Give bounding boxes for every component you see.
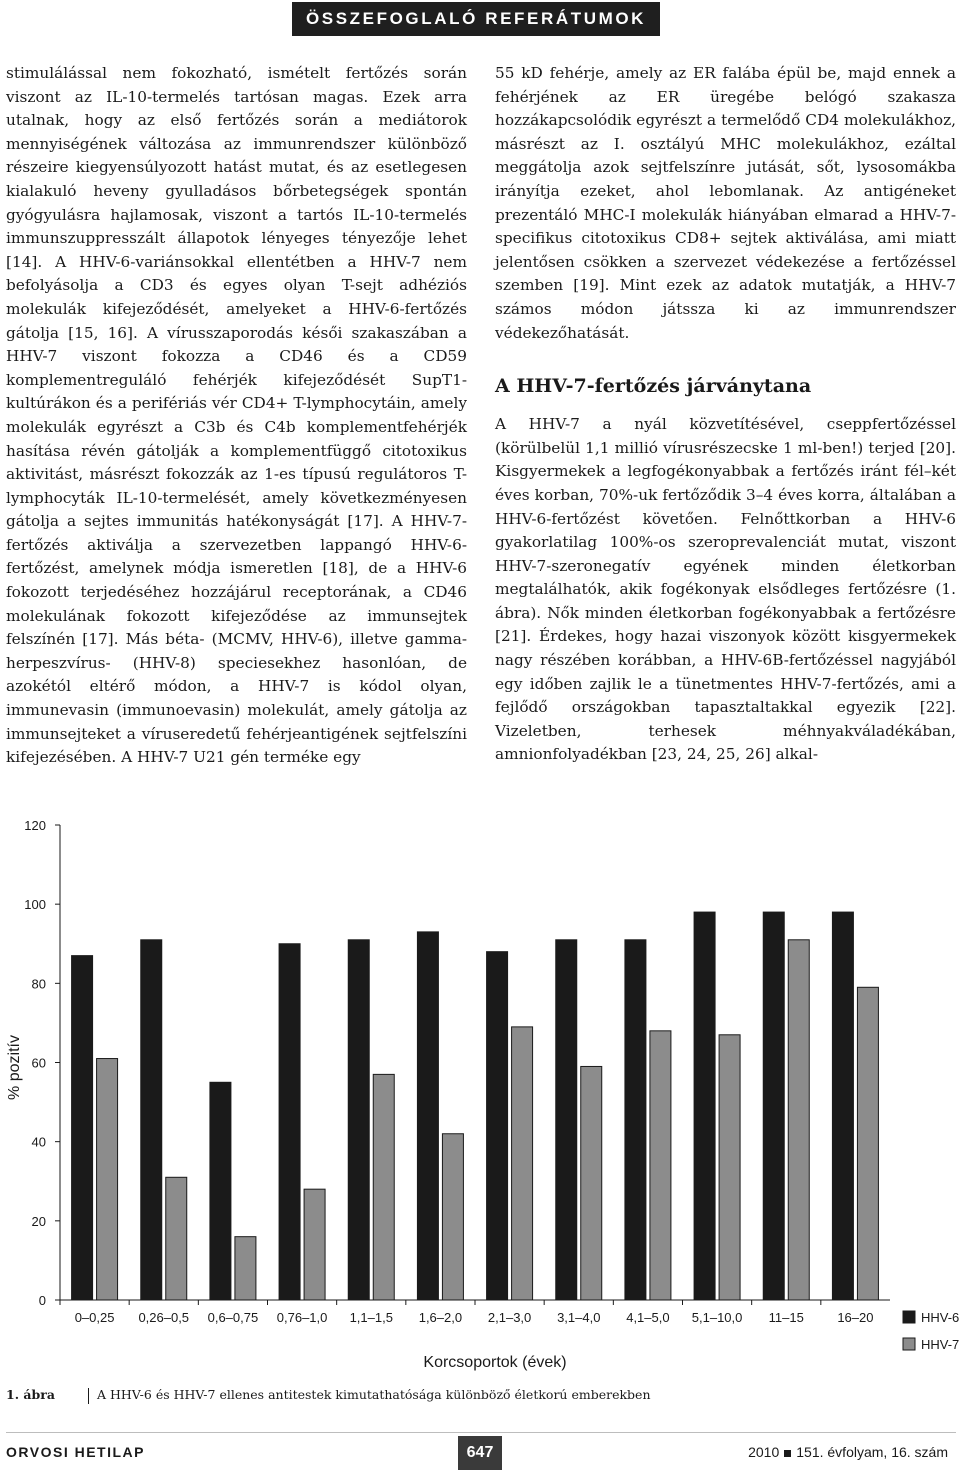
x-tick-label: 4,1–5,0 (626, 1310, 670, 1325)
square-bullet-icon (784, 1450, 791, 1457)
right-paragraph-2: A HHV-7 a nyál közvetítésével, cseppfertőzéssel (körülbelül 1,1 millió vírusrészecske 1 ml-ben!) terjed [20]. Kisgyermekek a legfogékonyabbak a fertőzés iránt fél–két éves korban, 70%-uk fertőződik 3–4 éves korra, általában a HHV-6-fertőzést követően. Felnőttkorban a HHV-6 gyakorlatilag 100%-os szeroprevalenciát mutat, viszont HHV-7-szeronegatív egyének minden életkorban megtalálhatók, akik fogékonyak elsődleges fertőzésre (1. ábra). Nők minden életkorban fogékonyabbak a fertőzésre [21]. Érdekes, hogy hazai viszonyok között kisgyermekek nagy részében korábban, a HHV-6B-fertőzéssel nagyjából egy időben zajlik le a tünetmentes HHV-7-fertőzés, ami a fejlődő országokban tapasztaltakkal egyezik [22]. Vizeletben, terhesek méhnyakváladékában, amnionfolyadékban [23, 24, 25, 26] alkal- (495, 415, 956, 764)
legend-label-hhv6: HHV-6 (921, 1310, 960, 1325)
issue-volume: 151. évfolyam, 16. szám (796, 1444, 948, 1460)
x-tick-label: 0,6–0,75 (207, 1310, 259, 1325)
bar-hhv6 (832, 912, 853, 1300)
bar-hhv7 (442, 1134, 463, 1300)
bar-hhv6 (556, 940, 577, 1300)
bar-hhv7 (719, 1035, 740, 1300)
footer-divider (6, 1432, 956, 1433)
x-tick-label: 16–20 (837, 1310, 874, 1325)
issue-year: 2010 (748, 1444, 780, 1460)
bar-hhv6 (72, 956, 93, 1300)
x-tick-label: 0,76–1,0 (276, 1310, 328, 1325)
bar-hhv6 (210, 1082, 231, 1300)
bar-hhv6 (348, 940, 369, 1300)
figure-caption (6, 1386, 946, 1404)
x-tick-label: 0–0,25 (74, 1310, 115, 1325)
page-number: 647 (458, 1436, 502, 1470)
bar-hhv7 (373, 1074, 394, 1300)
bar-hhv6 (417, 932, 438, 1300)
x-axis-title: Korcsoportok (évek) (423, 1354, 567, 1371)
x-tick-label: 2,1–3,0 (487, 1310, 532, 1325)
x-tick-label: 1,6–2,0 (418, 1310, 463, 1325)
bar-hhv7 (166, 1177, 187, 1300)
bar-hhv7 (788, 940, 809, 1300)
bar-hhv7 (857, 987, 878, 1300)
bar-hhv7 (650, 1031, 671, 1300)
issue-info (748, 1440, 948, 1464)
x-tick-label: 0,26–0,5 (138, 1310, 190, 1325)
x-tick-label: 5,1–10,0 (691, 1310, 743, 1325)
bar-hhv7 (97, 1059, 118, 1300)
y-tick-label: 0 (38, 1293, 46, 1308)
y-tick-label: 20 (31, 1213, 46, 1229)
bar-hhv7 (581, 1066, 602, 1300)
caption-label: 1. ábra (6, 1387, 55, 1402)
y-tick-label: 60 (31, 1055, 46, 1071)
bar-hhv6 (763, 912, 784, 1300)
caption-text: A HHV-6 és HHV-7 ellenes antitestek kimutathatósága különböző életkorú emberekben (97, 1387, 651, 1402)
x-tick-label: 1,1–1,5 (349, 1310, 393, 1325)
bar-hhv6 (279, 944, 300, 1300)
y-tick-label: 100 (24, 897, 46, 913)
right-paragraph-1: 55 kD fehérje, amely az ER falába épül be, majd ennek a fehérjének az ER üregébe belógó szakasza hozzákapcsolódik egyrészt a termelődő CD4 molekulákhoz, másrészt az I. osztályú MHC molekulákhoz, ezáltal meggátolja azok sejtfelszínre jutását, sőt, lysosomákba irányítja ezeket, ahol lebomlanak. Az antigéneket prezentáló MHC-I molekulák hiányában elmarad a HHV-7-specifikus citotoxikus CD8+ sejtek aktiválása, ami miatt jelentősen csökken a szervezet védekezése a fertőzéssel szemben [19]. Mint ezek az adatok mutatják, a HHV-7 számos módon játssza ki az immunrendszer védekezőhatását. (495, 64, 956, 342)
bar-hhv7 (304, 1189, 325, 1300)
y-tick-label: 80 (31, 976, 46, 992)
bar-chart-svg (0, 800, 960, 1380)
left-paragraph: stimulálással nem fokozható, ismételt fertőzés során viszont az IL-10-termelés tartósan magas. Ezek arra utalnak, hogy az első fertőzés során a mediátorok mennyiségének változása az immunrendszer különböző részeire kiegyensúlyozott hatást mutat, és az esetlegesen kialakuló heveny gyulladásos bőrbetegségek spontán gyógyulásra hajlamosak, viszont a tartós IL-10-termelés immunszuppresszált állapotok lényeges tényezője lehet [14]. A HHV-6-variánsokkal ellentétben a HHV-7 nem befolyásolja a CD3 és egyes olyan T-sejt adhéziós molekulák kifejeződését, amelyeket a HHV-6-fertőzés gátolja [15, 16]. A vírusszaporodás késői szakaszában a HHV-7 viszont fokozza a CD46 és a CD59 komplementreguláló fehérjék kifejeződését SupT1-kultúrákon és a perifériás vér CD4+ T-lymphocytáin, amely molekulák egyrészt a C3b és C4b komplementfehérjék hasítása révén gátolják a komplementfüggő citotoxikus aktivitást, másrészt fokozzák az 1-es típusú regulátoros T-lymphocyták IL-10-termelését, amely következményesen gátolja a sejtes immunitás hatékonyságát [17]. A HHV-7-fertőzés aktiválja a szervezetben lappangó HHV-6-fertőzést, amelynek módja ismeretlen [18], de a HHV-6 fokozott terjedéséhez hozzájárul receptorának, a CD46 molekulának fokozott kifejeződése az immunsejtek felszínén [17]. Más béta- (MCMV, HHV-6), illetve gamma-herpeszvírus- (HHV-8) speciesekhez hasonlóan, de azokétól eltérő módon, a HHV-7 is kódol olyan, immunevasin (immunoevasin) molekulát, amely gátolja az immunsejteket a víruseredetű fehérjeantigének sejtfelszíni kifejezésében. A HHV-7 U21 gén terméke egy (6, 64, 467, 767)
bar-hhv7 (235, 1237, 256, 1300)
figure-chart (0, 800, 960, 1380)
bar-hhv6 (694, 912, 715, 1300)
bar-hhv7 (512, 1027, 533, 1300)
legend-swatch-hhv6 (903, 1311, 915, 1323)
legend-swatch-hhv7 (903, 1338, 915, 1350)
x-tick-label: 11–15 (768, 1310, 804, 1325)
bar-hhv6 (625, 940, 646, 1300)
y-tick-label: 40 (31, 1134, 46, 1150)
bar-hhv6 (487, 952, 508, 1300)
section-header: ÖSSZEFOGLALÓ REFERÁTUMOK (292, 2, 660, 36)
left-text-column (6, 62, 467, 770)
legend-label-hhv7: HHV-7 (921, 1337, 960, 1352)
x-tick-label: 3,1–4,0 (557, 1310, 601, 1325)
y-axis-title: % pozitív (6, 1035, 23, 1100)
caption-separator (88, 1388, 89, 1404)
right-text-column (495, 62, 956, 767)
bar-hhv6 (141, 940, 162, 1300)
journal-name: ORVOSI HETILAP (6, 1444, 145, 1460)
y-tick-label: 120 (24, 818, 46, 833)
section-heading: A HHV-7-fertőzés járványtana (495, 375, 812, 398)
